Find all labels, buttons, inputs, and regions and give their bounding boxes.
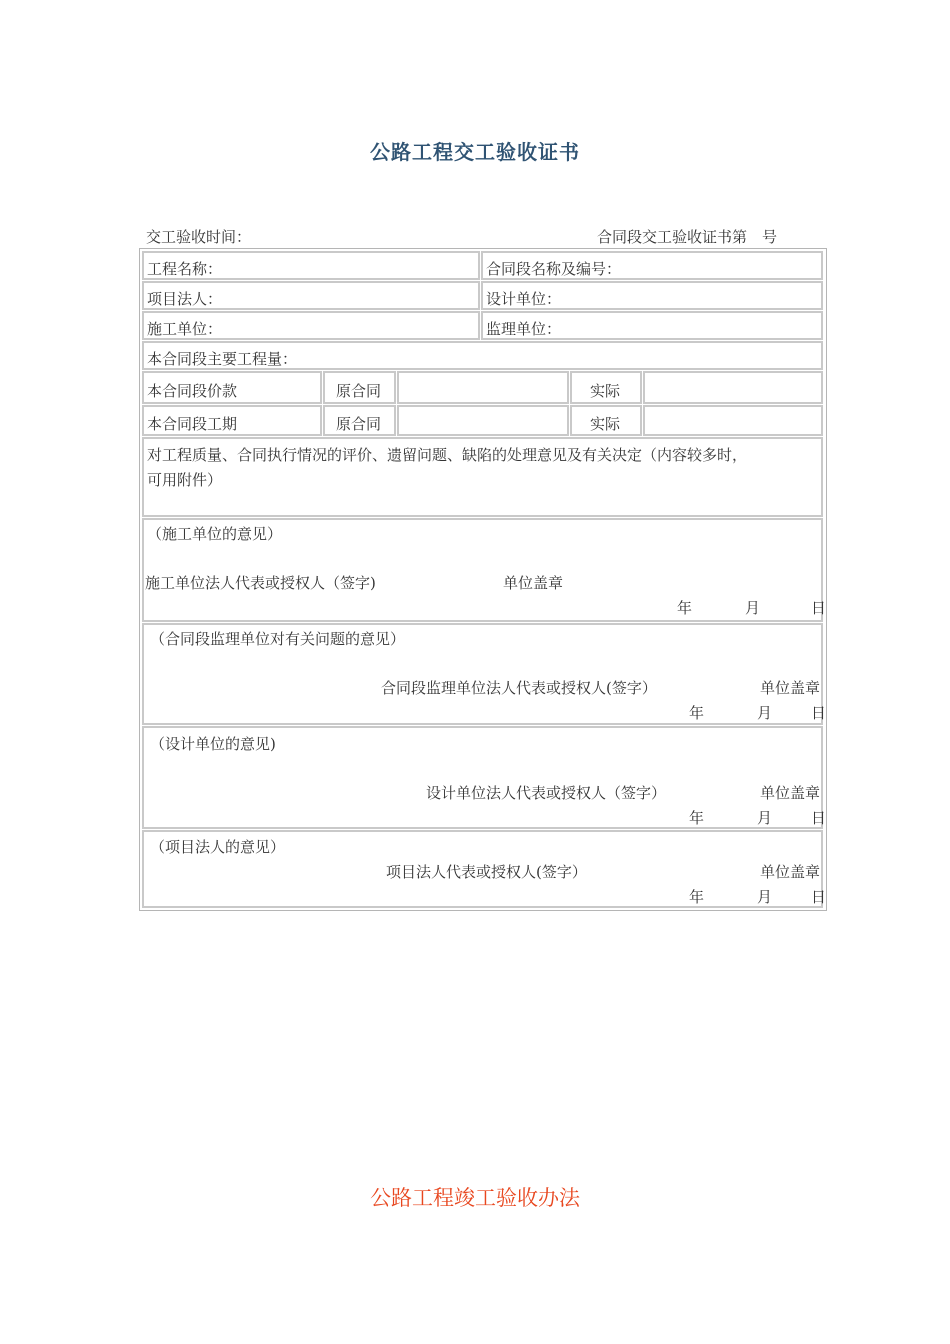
- evaluation-cell: [142, 437, 823, 517]
- price-label-cell: [142, 371, 322, 404]
- owner-month-label: 月: [757, 888, 773, 906]
- price-original-label: 原合同: [336, 382, 382, 400]
- design-month-label: 月: [757, 809, 773, 827]
- section-name-cell: [481, 251, 823, 280]
- design-day-label: 日: [811, 809, 827, 827]
- bottom-section-title: 公路工程竣工验收办法: [370, 1186, 580, 1210]
- supervision-opinion-cell: [142, 623, 827, 725]
- supervision-opinion-heading: （合同段监理单位对有关问题的意见）: [150, 630, 406, 648]
- supervision-unit-cell: [481, 311, 823, 340]
- construction-opinion-cell: [142, 518, 827, 622]
- main-quantities-cell: [142, 341, 823, 370]
- owner-year-label: 年: [689, 888, 705, 906]
- acceptance-time-label: 交工验收时间：: [146, 228, 252, 246]
- construction-month-label: 月: [745, 599, 761, 617]
- supervision-sign-label: 合同段监理单位法人代表或授权人(签字）: [381, 679, 657, 697]
- legal-person-label: 项目法人：: [147, 290, 223, 308]
- design-opinion-cell: [142, 726, 827, 829]
- supervision-seal-label: 单位盖章: [760, 679, 821, 697]
- evaluation-text-line2: 可用附件）: [147, 471, 223, 489]
- certificate-table: [139, 248, 827, 911]
- price-original-value: [397, 371, 569, 404]
- certificate-number-label: 合同段交工验收证书第 号: [597, 228, 778, 246]
- construction-year-label: 年: [677, 599, 693, 617]
- price-original-cell: [323, 371, 396, 404]
- period-label-cell: [142, 405, 322, 436]
- main-quantities-label: 本合同段主要工程量：: [147, 350, 298, 368]
- construction-sign-label: 施工单位法人代表或授权人（签字): [145, 574, 376, 592]
- owner-sign-label: 项目法人代表或授权人(签字）: [386, 863, 587, 881]
- period-actual-label: 实际: [590, 415, 621, 433]
- design-unit-label: 设计单位：: [486, 290, 562, 308]
- supervision-month-label: 月: [757, 704, 773, 722]
- design-opinion-heading: （设计单位的意见): [150, 735, 276, 753]
- supervision-year-label: 年: [689, 704, 705, 722]
- owner-opinion-heading: （项目法人的意见）: [150, 838, 286, 856]
- owner-opinion-cell: [142, 830, 827, 908]
- price-actual-value: [643, 371, 823, 404]
- supervision-unit-label: 监理单位：: [486, 320, 562, 338]
- evaluation-text-line1: 对工程质量、合同执行情况的评价、遗留问题、缺陷的处理意见及有关决定（内容较多时，: [147, 446, 748, 464]
- page-title: 公路工程交工验收证书: [370, 140, 580, 164]
- period-actual-value: [643, 405, 823, 436]
- period-original-cell: [323, 405, 396, 436]
- period-original-value: [397, 405, 569, 436]
- period-label: 本合同段工期: [147, 415, 238, 433]
- owner-day-label: 日: [811, 888, 827, 906]
- price-label: 本合同段价款: [147, 382, 238, 400]
- period-actual-cell: [570, 405, 642, 436]
- project-name-label: 工程名称：: [147, 260, 223, 278]
- construction-unit-label: 施工单位：: [147, 320, 223, 338]
- project-name-cell: [142, 251, 480, 280]
- design-seal-label: 单位盖章: [760, 784, 821, 802]
- section-name-label: 合同段名称及编号：: [486, 260, 622, 278]
- price-actual-cell: [570, 371, 642, 404]
- price-actual-label: 实际: [590, 382, 621, 400]
- construction-day-label: 日: [811, 599, 827, 617]
- period-original-label: 原合同: [336, 415, 382, 433]
- design-unit-cell: [481, 281, 823, 310]
- design-sign-label: 设计单位法人代表或授权人（签字）: [426, 784, 667, 802]
- design-year-label: 年: [689, 809, 705, 827]
- legal-person-cell: [142, 281, 480, 310]
- construction-seal-label: 单位盖章: [503, 574, 564, 592]
- supervision-day-label: 日: [811, 704, 827, 722]
- owner-seal-label: 单位盖章: [760, 863, 821, 881]
- construction-unit-cell: [142, 311, 480, 340]
- construction-opinion-heading: （施工单位的意见）: [147, 525, 283, 543]
